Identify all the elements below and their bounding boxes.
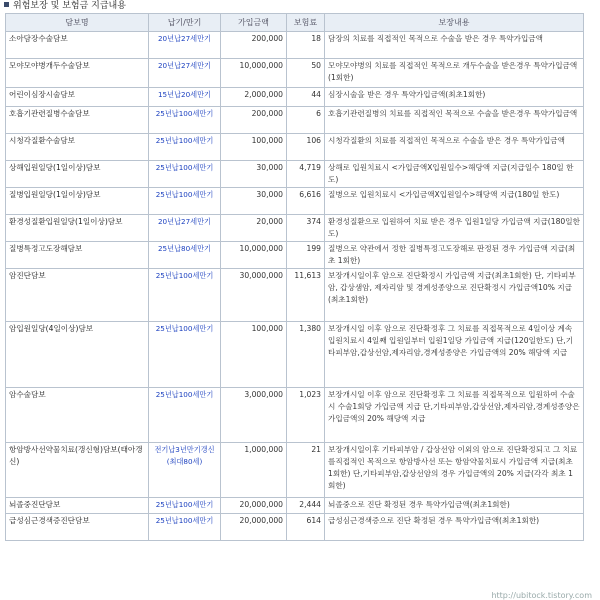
- cell-coverage: 보장개시일이후 기타피부암 / 갑상선암 이외의 암으로 진단확정되고 그 치료를직접적인 목적으로 항암방사선 또는 항암약물치료시 가입금액 지급(최초 1회한) 단,기타피부암,갑상선암의 경우 가입금액의 20% 지급(각각 최초 1회한): [325, 443, 584, 498]
- cell-name: 호흡기관련질병수술담보: [6, 107, 149, 134]
- cell-period: 25년납100세만기: [149, 514, 221, 541]
- cell-amount: 100,000: [221, 134, 287, 161]
- cell-name: 시청각질환수술담보: [6, 134, 149, 161]
- cell-name: 뇌졸중진단담보: [6, 498, 149, 514]
- cell-amount: 100,000: [221, 322, 287, 388]
- table-row: [6, 498, 584, 514]
- watermark-url: http://ubitock.tistory.com: [491, 591, 592, 600]
- cell-name: 급성심근경색증진단담보: [6, 514, 149, 541]
- cell-amount: 1,000,000: [221, 443, 287, 498]
- cell-amount: 30,000: [221, 188, 287, 215]
- cell-name: 항암방사선약물치료(갱신형)담보(태아갱신): [6, 443, 149, 498]
- cell-period: 15년납20세만기: [149, 88, 221, 107]
- cell-name: 질병특정고도장해담보: [6, 242, 149, 269]
- table-row: [6, 215, 584, 242]
- table-row: [6, 134, 584, 161]
- section-caption: [4, 0, 126, 12]
- cell-premium: 6,616: [287, 188, 325, 215]
- header-period: 납기/만기: [149, 14, 221, 32]
- cell-coverage: 질병으로 약관에서 정한 질병특정고도장해로 판정된 경우 가입금액 지급(최초 1회한): [325, 242, 584, 269]
- cell-coverage: 질병으로 입원치료시 <가입금액X입원일수>해당액 지급(180일 한도): [325, 188, 584, 215]
- cell-period: 25년납100세만기: [149, 134, 221, 161]
- table-header-row: [6, 14, 584, 32]
- cell-premium: 2,444: [287, 498, 325, 514]
- cell-period: 25년납100세만기: [149, 322, 221, 388]
- cell-coverage: 시청각질환의 치료를 직접적인 목적으로 수술을 받은 경우 특약가입금액: [325, 134, 584, 161]
- cell-premium: 4,719: [287, 161, 325, 188]
- cell-premium: 50: [287, 59, 325, 88]
- cell-premium: 1,380: [287, 322, 325, 388]
- cell-coverage: 보장개시일 이후 암으로 진단확정후 그 치료를 직접목적으로 입원하여 수술시 수술1회당 가입금액 지급 단,기타피부암,갑상선암,제자리암,경계성종양은 가입금액의 20% 해당액 지급: [325, 388, 584, 443]
- cell-coverage: 호흡기관련질병의 치료를 직접적인 목적으로 수술을 받은경우 특약가입금액: [325, 107, 584, 134]
- coverage-table: [5, 13, 584, 541]
- cell-premium: 18: [287, 32, 325, 59]
- cell-premium: 21: [287, 443, 325, 498]
- cell-amount: 2,000,000: [221, 88, 287, 107]
- cell-coverage: 심장시술을 받은 경우 특약가입금액(최초1회한): [325, 88, 584, 107]
- cell-premium: 374: [287, 215, 325, 242]
- cell-coverage: 상해로 입원치료시 <가입금액X입원일수>해당액 지급(지급일수 180일 한도): [325, 161, 584, 188]
- table-row: [6, 388, 584, 443]
- table-row: [6, 188, 584, 215]
- table-row: [6, 107, 584, 134]
- cell-coverage: 모야모야병의 치료를 직접적인 목적으로 개두수술을 받은경우 특약가입금액(1회한): [325, 59, 584, 88]
- header-premium: 보험료: [287, 14, 325, 32]
- cell-amount: 200,000: [221, 32, 287, 59]
- cell-name: 소아담장수술담보: [6, 32, 149, 59]
- cell-period: 25년납100세만기: [149, 107, 221, 134]
- cell-amount: 30,000: [221, 161, 287, 188]
- table-row: [6, 443, 584, 498]
- cell-period: 25년납100세만기: [149, 388, 221, 443]
- cell-amount: 20,000: [221, 215, 287, 242]
- cell-period: 25년납80세만기: [149, 242, 221, 269]
- cell-amount: 30,000,000: [221, 269, 287, 322]
- cell-period: 20년납27세만기: [149, 59, 221, 88]
- cell-premium: 6: [287, 107, 325, 134]
- cell-period: 20년납27세만기: [149, 32, 221, 59]
- cell-period: 전기납3년만기갱신(최대80세): [149, 443, 221, 498]
- cell-premium: 199: [287, 242, 325, 269]
- header-amount: 가입금액: [221, 14, 287, 32]
- cell-premium: 106: [287, 134, 325, 161]
- cell-premium: 44: [287, 88, 325, 107]
- cell-period: 25년납100세만기: [149, 498, 221, 514]
- table-row: [6, 161, 584, 188]
- caption-text: 위험보장 및 보험금 지급내용: [13, 1, 126, 11]
- cell-coverage: 담장의 치료를 직접적인 목적으로 수술을 받은 경우 특약가입금액: [325, 32, 584, 59]
- cell-name: 암진단담보: [6, 269, 149, 322]
- table-row: [6, 88, 584, 107]
- cell-coverage: 보장개시일이후 암으로 진단확정시 가입금액 지급(최초1회한) 단, 기타피부암, 갑상샘암, 제자리암 및 경계성종양으로 진단확정시 가입금액10% 지급(최초1회한): [325, 269, 584, 322]
- table-row: [6, 32, 584, 59]
- cell-name: 모야모야병개두수술담보: [6, 59, 149, 88]
- header-coverage: 보장내용: [325, 14, 584, 32]
- cell-amount: 20,000,000: [221, 514, 287, 541]
- cell-period: 25년납100세만기: [149, 188, 221, 215]
- cell-coverage: 보장개시일 이후 암으로 진단확정후 그 치료를 직접목적으로 4일이상 계속 입원치료시 4일째 입원일부터 입원1일당 가입금액 지급(120일한도) 단,기타피부암,갑상선암,제자리암,경계성종양은 가입금액의 20% 해당액 지급: [325, 322, 584, 388]
- cell-name: 암입원일당(4일이상)담보: [6, 322, 149, 388]
- cell-amount: 10,000,000: [221, 59, 287, 88]
- cell-period: 25년납100세만기: [149, 269, 221, 322]
- cell-name: 상해입원일당(1일이상)담보: [6, 161, 149, 188]
- cell-premium: 1,023: [287, 388, 325, 443]
- cell-amount: 3,000,000: [221, 388, 287, 443]
- cell-name: 암수술담보: [6, 388, 149, 443]
- cell-name: 질병입원일당(1일이상)담보: [6, 188, 149, 215]
- bullet-icon: [4, 2, 9, 7]
- table-row: [6, 514, 584, 541]
- table-row: [6, 322, 584, 388]
- cell-coverage: 급성심근경색증으로 진단 확정된 경우 특약가입금액(최초1회한): [325, 514, 584, 541]
- header-name: 담보명: [6, 14, 149, 32]
- cell-amount: 10,000,000: [221, 242, 287, 269]
- cell-amount: 200,000: [221, 107, 287, 134]
- table-row: [6, 269, 584, 322]
- cell-name: 환경성질환입원일당(1일이상)담보: [6, 215, 149, 242]
- cell-premium: 614: [287, 514, 325, 541]
- cell-name: 어린이심장시술담보: [6, 88, 149, 107]
- cell-coverage: 환경성질환으로 입원하여 치료 받은 경우 입원1일당 가입금액 지급(180일한도): [325, 215, 584, 242]
- table-row: [6, 59, 584, 88]
- cell-coverage: 뇌졸중으로 진단 확정된 경우 특약가입금액(최초1회한): [325, 498, 584, 514]
- cell-premium: 11,613: [287, 269, 325, 322]
- cell-period: 25년납100세만기: [149, 161, 221, 188]
- cell-amount: 20,000,000: [221, 498, 287, 514]
- table-row: [6, 242, 584, 269]
- cell-period: 20년납27세만기: [149, 215, 221, 242]
